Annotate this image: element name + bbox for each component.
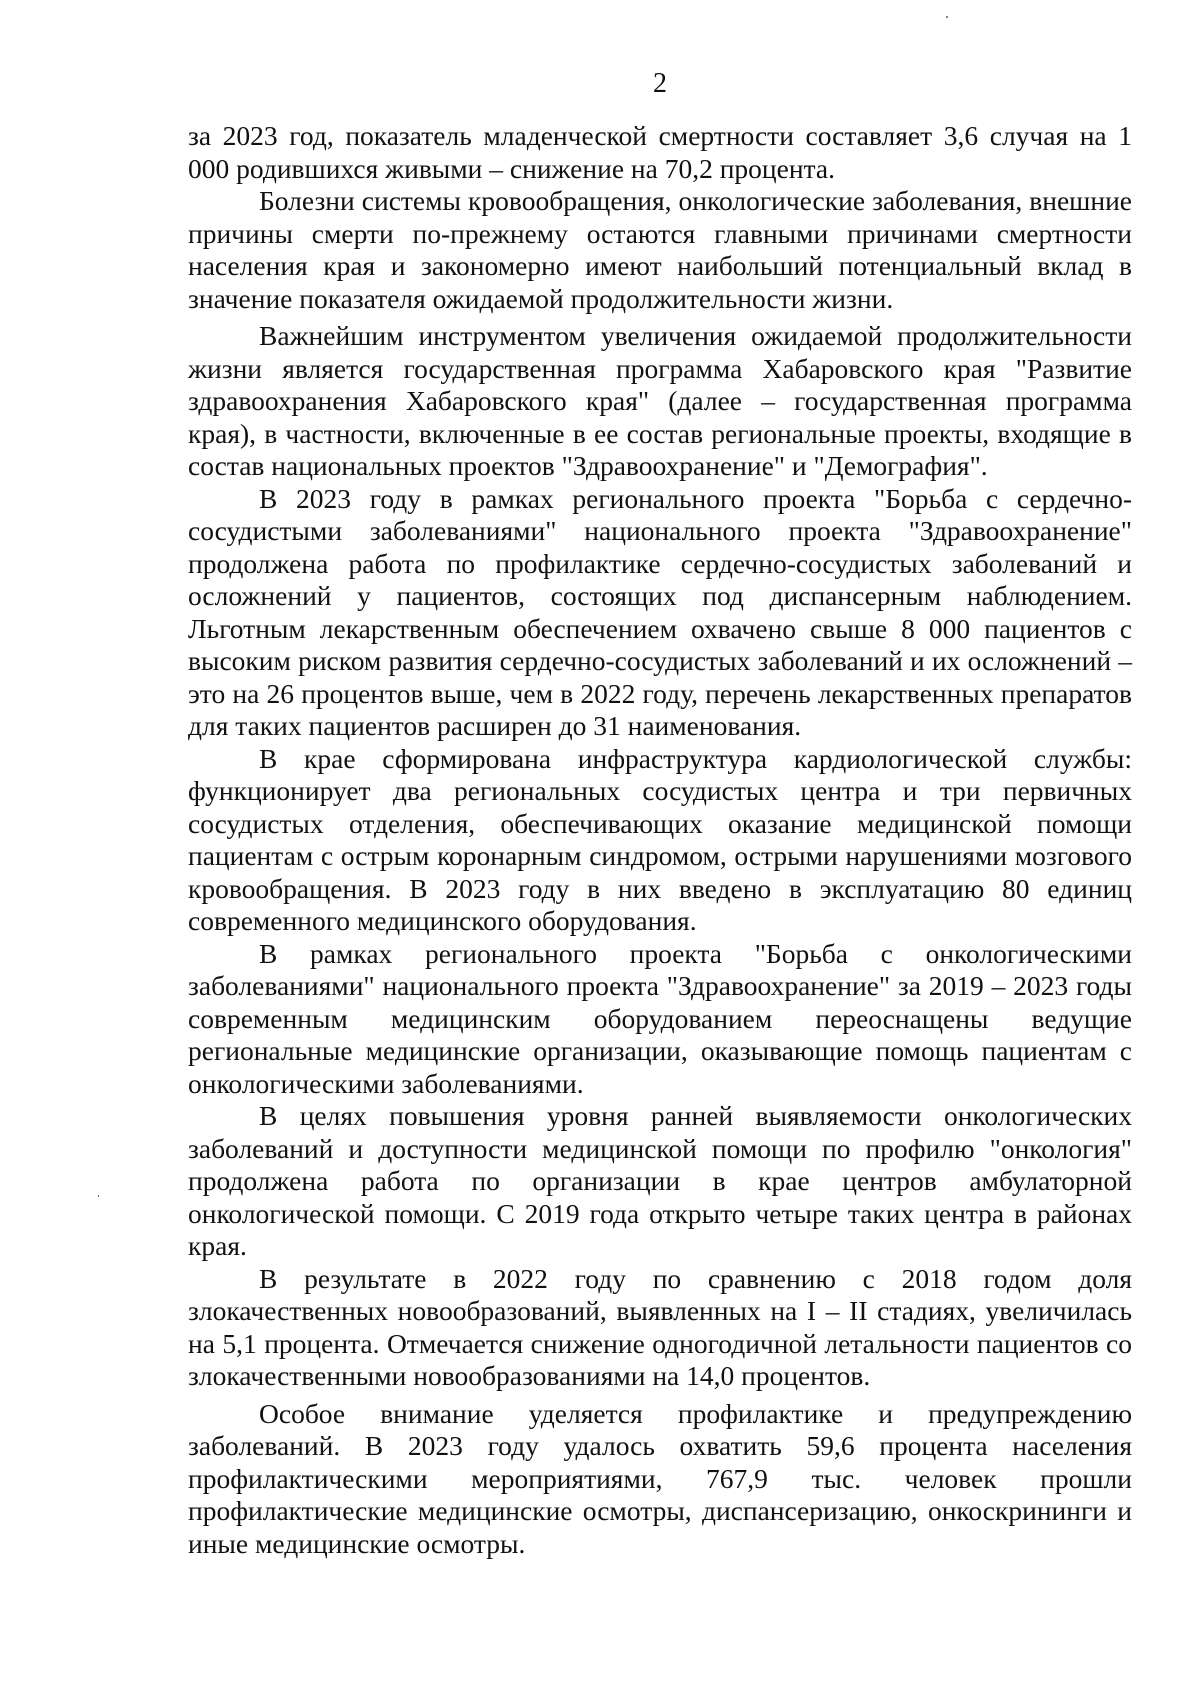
paragraph-causes-of-death: Болезни системы кровообращения, онкологические заболевания, внешние причины смерти по-прежнему остаются главными причинами смертности населения края и закономерно имеют наибольший потенциальный вклад в значение показателя ожидаемой продолжительности жизни. — [188, 185, 1132, 314]
paragraph-cardiology-infrastructure: В крае сформирована инфраструктура кардиологической службы: функционирует два региональных сосудистых центра и три первичных сосудистых отделения, обеспечивающих оказание медицинской помощи пациентам с острым коронарным синдромом, острыми нарушениями мозгового кровообращения. В 2023 году в них введено в эксплуатацию 80 единиц современного медицинского оборудования. — [188, 742, 1132, 936]
paragraph-oncology-centers: В целях повышения уровня ранней выявляемости онкологических заболеваний и доступности медицинской помощи по профилю "онкология" продолжена работа по организации в крае центров амбулаторной онкологической помощи. С 2019 года открыто четыре таких центра в районах края. — [188, 1100, 1132, 1261]
paragraph-infant-mortality: за 2023 год, показатель младенческой смертности составляет 3,6 случая на 1 000 родившихся живыми – снижение на 70,2 процента. — [188, 120, 1132, 184]
paragraph-oncology-project: В рамках регионального проекта "Борьба с онкологическими заболеваниями" национального проекта "Здравоохранение" за 2019 – 2023 годы современным медицинским оборудованием переоснащены ведущие региональные медицинские организации, оказывающие помощь пациентам с онкологическими заболеваниями. — [188, 937, 1132, 1099]
paragraph-cardiovascular-project: В 2023 году в рамках регионального проекта "Борьба с сердечно-сосудистыми заболеваниями" национального проекта "Здравоохранение" продолжена работа по профилактике сердечно-сосудистых заболеваний и осложнений у пациентов, состоящих под диспансерным наблюдением. Льготным лекарственным обеспечением охвачено свыше 8 000 пациентов с высоким риском развития сердечно-сосудистых заболеваний и их осложнений – это на 26 процентов выше, чем в 2022 году, перечень лекарственных препаратов для таких пациентов расширен до 31 наименования. — [188, 482, 1132, 741]
paragraph-prevention: Особое внимание уделяется профилактике и предупреждению заболеваний. В 2023 году удалось охватить 59,6 процента населения профилактическими мероприятиями, 767,9 тыс. человек прошли профилактические медицинские осмотры, диспансеризацию, онкоскрининги и иные медицинские осмотры. — [188, 1397, 1132, 1559]
scan-speck — [946, 16, 948, 18]
page-number: 2 — [653, 68, 667, 99]
paragraph-state-program: Важнейшим инструментом увеличения ожидаемой продолжительности жизни является государственная программа Хабаровского края "Развитие здравоохранения Хабаровского края" (далее – государственная программа края), в частности, включенные в ее состав региональные проекты, входящие в состав национальных проектов "Здравоохранение" и "Демография". — [188, 320, 1132, 481]
paragraph-oncology-results: В результате в 2022 году по сравнению с 2018 годом доля злокачественных новообразований, выявленных на I – II стадиях, увеличилась на 5,1 процента. Отмечается снижение одногодичной летальности пациентов со злокачественными новообразованиями на 14,0 процентов. — [188, 1262, 1132, 1391]
scan-speck — [98, 1195, 99, 1197]
document-body — [188, 120, 1132, 1560]
